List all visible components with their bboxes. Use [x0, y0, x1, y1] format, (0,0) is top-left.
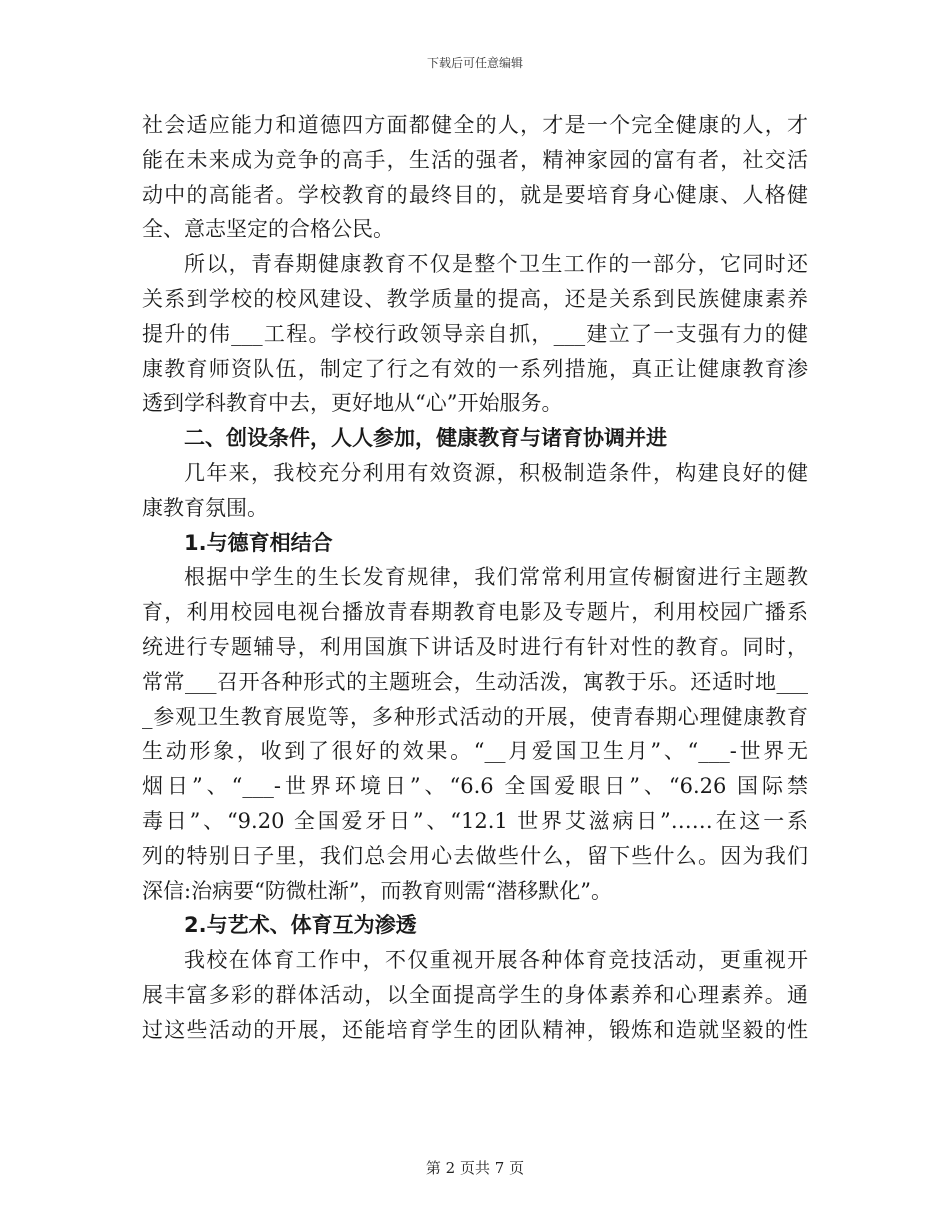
body-line: 我校在体育工作中，不仅重视开展各种体育竞技活动，更重视开: [184, 948, 808, 973]
header-note: 下载后可任意编辑: [426, 56, 523, 70]
body-line: 烟日”、“___-世界环境日”、“6.6 全国爱眼日”、“6.26 国际禁: [142, 774, 808, 799]
body-line: 根据中学生的生长发育规律，我们常常利用宣传橱窗进行主题教: [184, 565, 808, 590]
body-line: 提升的伟___工程。学校行政领导亲自抓，___建立了一支强有力的健: [142, 321, 808, 346]
body-line: 全、意志坚定的合格公民。: [142, 217, 394, 242]
body-line: _参观卫生教育展览等，多种形式活动的开展，使青春期心理健康教育: [142, 704, 808, 729]
body-line: 常常___召开各种形式的主题班会，生动活泼，寓教于乐。还适时地___: [142, 669, 808, 694]
body-line: 康教育氛围。: [142, 495, 268, 520]
page-indicator: 第 2 页共 7 页: [425, 1159, 525, 1177]
body-line: 所以，青春期健康教育不仅是整个卫生工作的一部分，它同时还: [184, 252, 808, 277]
body-line: 毒日”、“9.20 全国爱牙日”、“12.1 世界艾滋病日”……在这一系: [142, 808, 808, 833]
body-line: 展丰富多彩的群体活动，以全面提高学生的身体素养和心理素养。通: [142, 982, 808, 1007]
body-line: 透到学科教育中去，更好地从“心”开始服务。: [142, 391, 563, 416]
body-line: 关系到学校的校风建设、教学质量的提高，还是关系到民族健康素养: [142, 286, 808, 311]
document-body: [142, 108, 808, 1048]
body-line: 深信:治病要“防微杜渐”，而教育则需“潜移默化”。: [142, 878, 613, 903]
body-line: 过这些活动的开展，还能培育学生的团队精神，锻炼和造就坚毅的性: [142, 1017, 808, 1042]
body-line: 生动形象，收到了很好的效果。“__月爱国卫生月”、“___-世界无: [142, 739, 808, 764]
section-heading: 二、创设条件，人人参加，健康教育与诸育协调并进: [184, 426, 667, 451]
subsection-heading: 2.与艺术、体育互为渗透: [184, 913, 417, 938]
body-line: 列的特别日子里，我们总会用心去做些什么，留下些什么。因为我们: [142, 843, 808, 868]
body-line: 育，利用校园电视台播放青春期教育电影及专题片，利用校园广播系: [142, 600, 808, 625]
subsection-heading: 1.与德育相结合: [184, 530, 333, 555]
body-line: 康教育师资队伍，制定了行之有效的一系列措施，真正让健康教育渗: [142, 356, 808, 381]
body-line: 统进行专题辅导，利用国旗下讲话及时进行有针对性的教育。同时，: [142, 634, 808, 659]
body-line: 动中的高能者。学校教育的最终目的，就是要培育身心健康、人格健: [142, 182, 808, 207]
body-line: 几年来，我校充分利用有效资源，积极制造条件，构建良好的健: [184, 460, 808, 485]
body-line: 社会适应能力和道德四方面都健全的人，才是一个完全健康的人，才: [142, 113, 808, 137]
body-line: 能在未来成为竞争的高手，生活的强者，精神家园的富有者，社交活: [142, 147, 808, 172]
